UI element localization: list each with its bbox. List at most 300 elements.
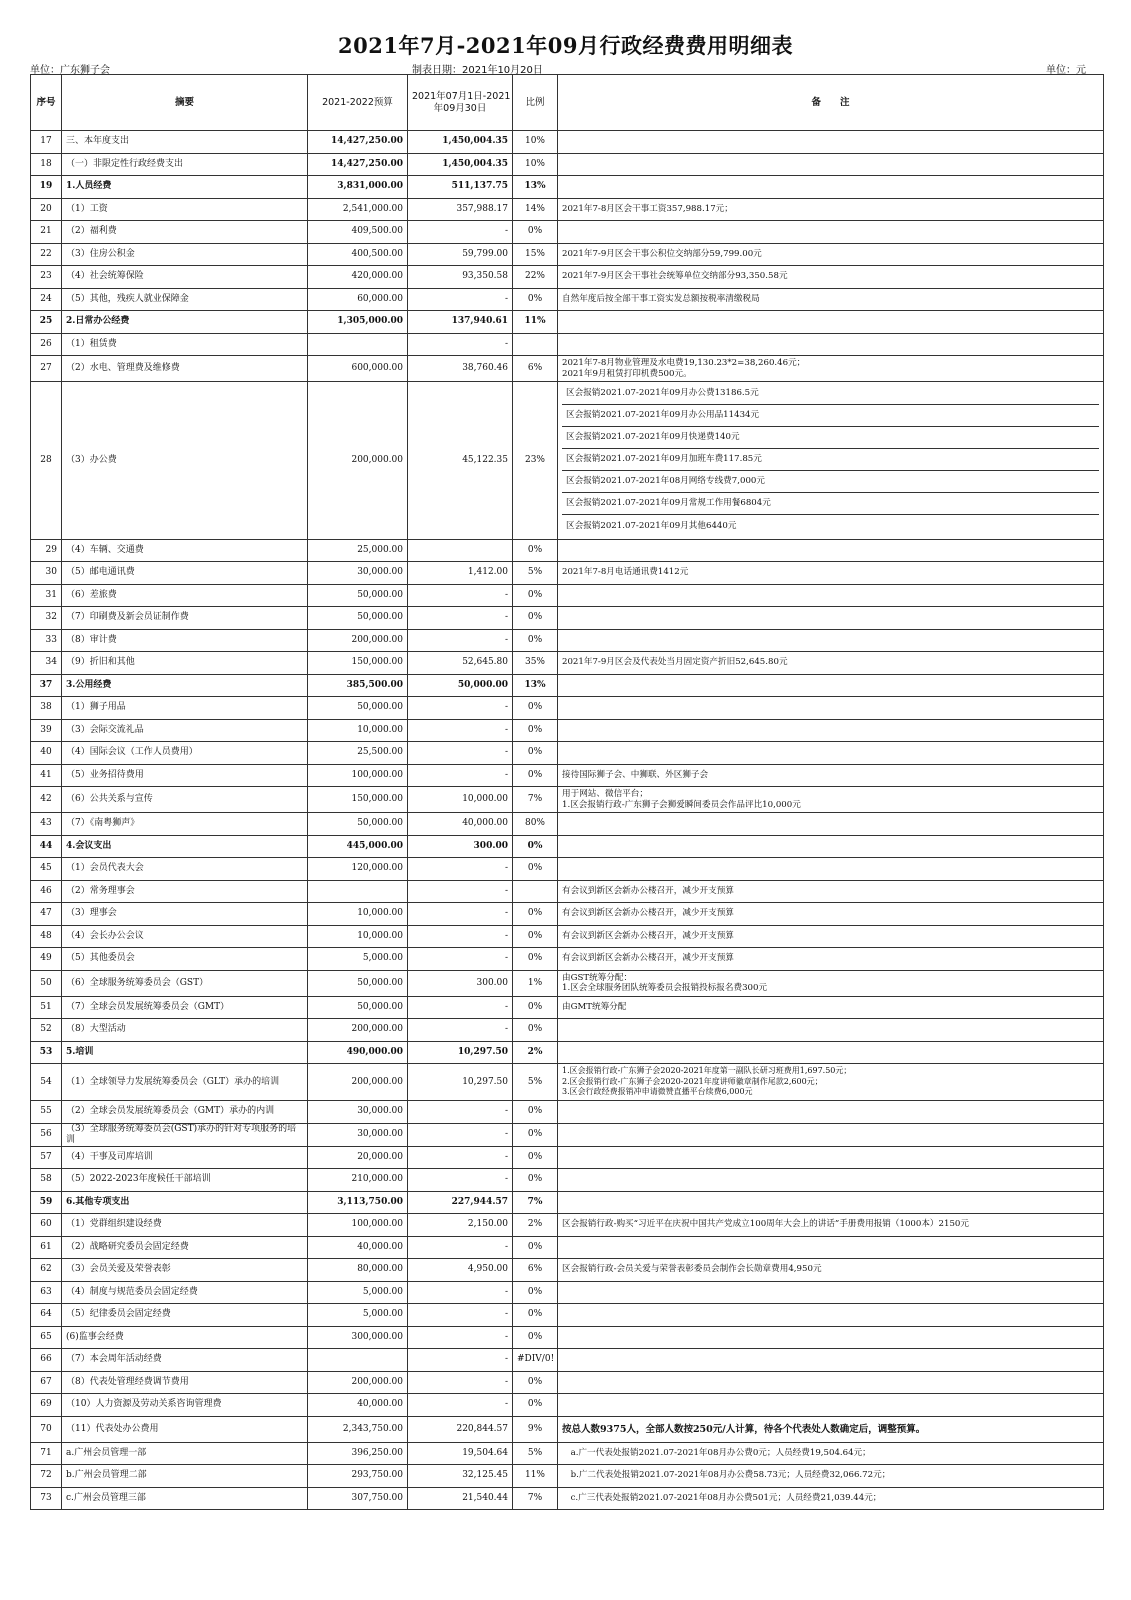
table-row (31, 1442, 1104, 1465)
table-row (31, 996, 1104, 1019)
row-budget: 50,000.00 (308, 970, 408, 996)
row-ratio: 13% (513, 176, 558, 199)
row-ratio: 0% (513, 1394, 558, 1417)
row-ratio: 0% (513, 925, 558, 948)
table-row (31, 176, 1104, 199)
table-row (31, 1371, 1104, 1394)
row-ratio (513, 880, 558, 903)
row-summary: （3）理事会 (62, 903, 308, 926)
row-ratio: 0% (513, 1304, 558, 1327)
row-actual: 93,350.58 (408, 266, 513, 289)
row-summary: （4）社会统筹保险 (62, 266, 308, 289)
row-actual: 1,412.00 (408, 562, 513, 585)
row-note (558, 1101, 1104, 1124)
row-budget: 20,000.00 (308, 1146, 408, 1169)
row-summary: （1）会员代表大会 (62, 858, 308, 881)
row-note: 接待国际狮子会、中狮联、外区狮子会 (558, 764, 1104, 787)
row-summary: （6）公共关系与宣传 (62, 787, 308, 813)
row-budget: 30,000.00 (308, 1101, 408, 1124)
row-note (558, 719, 1104, 742)
row-summary: （3）住房公积金 (62, 243, 308, 266)
row-budget (308, 333, 408, 356)
table-row (31, 858, 1104, 881)
row-note-item: 区会报销2021.07-2021年09月办公用品11434元 (562, 405, 1099, 427)
table-row (31, 787, 1104, 813)
row-actual: - (408, 288, 513, 311)
row-ratio: 0% (513, 1146, 558, 1169)
row-number: 63 (31, 1281, 62, 1304)
row-summary: （4）国际会议（工作人员费用） (62, 742, 308, 765)
row-ratio: #DIV/0! (513, 1349, 558, 1372)
row-actual: - (408, 1169, 513, 1192)
header-row (31, 75, 1104, 131)
row-ratio: 2% (513, 1214, 558, 1237)
table-row (31, 1259, 1104, 1282)
row-ratio: 7% (513, 1487, 558, 1510)
row-budget: 600,000.00 (308, 356, 408, 382)
row-budget: 30,000.00 (308, 1123, 408, 1146)
row-note: 由GMT统筹分配 (558, 996, 1104, 1019)
row-note (558, 1146, 1104, 1169)
row-note (558, 311, 1104, 334)
row-note: 2021年7-9月区会及代表处当月固定资产折旧52,645.80元 (558, 652, 1104, 675)
row-budget: 385,500.00 (308, 674, 408, 697)
row-note (558, 1041, 1104, 1064)
row-budget: 400,500.00 (308, 243, 408, 266)
row-budget (308, 880, 408, 903)
row-budget: 50,000.00 (308, 607, 408, 630)
row-budget: 100,000.00 (308, 1214, 408, 1237)
row-number: 72 (31, 1465, 62, 1488)
row-actual: - (408, 333, 513, 356)
row-number: 25 (31, 311, 62, 334)
row-actual: - (408, 1326, 513, 1349)
row-budget: 14,427,250.00 (308, 153, 408, 176)
row-number: 73 (31, 1487, 62, 1510)
row-summary: （7）《南粤狮声》 (62, 813, 308, 836)
row-ratio: 0% (513, 1326, 558, 1349)
row-ratio: 0% (513, 1236, 558, 1259)
row-summary: （1）全球领导力发展统筹委员会（GLT）承办的培训 (62, 1064, 308, 1101)
row-note (558, 1371, 1104, 1394)
row-note (558, 1019, 1104, 1042)
row-note (558, 153, 1104, 176)
table-row (31, 333, 1104, 356)
row-number: 30 (31, 562, 62, 585)
row-note (558, 176, 1104, 199)
currency-unit: 单位：元 (1046, 65, 1086, 76)
row-number: 49 (31, 948, 62, 971)
table-row (31, 813, 1104, 836)
row-summary: （9）折旧和其他 (62, 652, 308, 675)
row-actual: - (408, 607, 513, 630)
row-summary: （5）纪律委员会固定经费 (62, 1304, 308, 1327)
row-actual: - (408, 903, 513, 926)
row-actual: - (408, 1019, 513, 1042)
row-ratio: 35% (513, 652, 558, 675)
row-number: 23 (31, 266, 62, 289)
row-summary: （8）审计费 (62, 629, 308, 652)
row-note: 自然年度后按全部干事工资实发总额按税率清缴税局 (558, 288, 1104, 311)
row-number: 69 (31, 1394, 62, 1417)
row-ratio: 80% (513, 813, 558, 836)
row-number: 32 (31, 607, 62, 630)
row-actual: - (408, 996, 513, 1019)
row-ratio: 0% (513, 1123, 558, 1146)
row-actual: 357,988.17 (408, 198, 513, 221)
row-summary: （5）业务招待费用 (62, 764, 308, 787)
row-note: 区会报销行政-购买“习近平在庆祝中国共产党成立100周年大会上的讲话”手册费用报销（1000本）2150元 (558, 1214, 1104, 1237)
row-actual: 220,844.57 (408, 1416, 513, 1442)
row-ratio: 11% (513, 1465, 558, 1488)
row-summary: （2）全球会员发展统筹委员会（GMT）承办的内训 (62, 1101, 308, 1124)
row-summary: 三、本年度支出 (62, 131, 308, 154)
row-number: 33 (31, 629, 62, 652)
row-actual: - (408, 719, 513, 742)
row-summary: c.广州会员管理三部 (62, 1487, 308, 1510)
row-actual: 10,297.50 (408, 1041, 513, 1064)
row-actual: - (408, 1101, 513, 1124)
row-number: 59 (31, 1191, 62, 1214)
row-actual: - (408, 764, 513, 787)
row-actual: 1,450,004.35 (408, 153, 513, 176)
row-actual: 52,645.80 (408, 652, 513, 675)
row-budget: 300,000.00 (308, 1326, 408, 1349)
row-summary: 2.日常办公经费 (62, 311, 308, 334)
row-budget: 50,000.00 (308, 584, 408, 607)
table-row (31, 1101, 1104, 1124)
table-row (31, 356, 1104, 382)
row-summary: （11）代表处办公费用 (62, 1416, 308, 1442)
row-budget: 3,113,750.00 (308, 1191, 408, 1214)
table-row (31, 697, 1104, 720)
row-budget: 420,000.00 (308, 266, 408, 289)
row-budget: 120,000.00 (308, 858, 408, 881)
row-ratio: 7% (513, 1191, 558, 1214)
row-actual: 10,297.50 (408, 1064, 513, 1101)
row-note: 有会议到新区会新办公楼召开，减少开支预算 (558, 880, 1104, 903)
row-ratio: 0% (513, 764, 558, 787)
row-ratio: 0% (513, 1169, 558, 1192)
row-budget: 200,000.00 (308, 629, 408, 652)
header-actual-line1: 2021年07月1日-2021 (412, 90, 511, 102)
row-budget: 25,500.00 (308, 742, 408, 765)
table-row (31, 221, 1104, 244)
row-summary: （3）办公费 (62, 382, 308, 540)
header-actual (408, 75, 513, 131)
row-note: 2021年7-8月电话通讯费1412元 (558, 562, 1104, 585)
row-note: 2021年7-9月区会干事公积位交纳部分59,799.00元 (558, 243, 1104, 266)
row-summary: 5.培训 (62, 1041, 308, 1064)
row-number: 56 (31, 1123, 62, 1146)
row-actual: - (408, 1146, 513, 1169)
row-note-item: 区会报销2021.07-2021年09月常规工作用餐6804元 (562, 493, 1099, 515)
row-ratio: 23% (513, 382, 558, 540)
row-number: 61 (31, 1236, 62, 1259)
row-budget: 40,000.00 (308, 1394, 408, 1417)
row-ratio: 22% (513, 266, 558, 289)
row-number: 40 (31, 742, 62, 765)
table-row (31, 925, 1104, 948)
row-number: 64 (31, 1304, 62, 1327)
row-note (558, 813, 1104, 836)
row-ratio: 11% (513, 311, 558, 334)
table-row (31, 382, 1104, 540)
row-budget: 100,000.00 (308, 764, 408, 787)
row-ratio: 0% (513, 607, 558, 630)
row-note (558, 333, 1104, 356)
table-row (31, 970, 1104, 996)
row-note (558, 1349, 1104, 1372)
row-actual: - (408, 858, 513, 881)
row-note (558, 1304, 1104, 1327)
row-ratio: 0% (513, 996, 558, 1019)
row-summary: b.广州会员管理二部 (62, 1465, 308, 1488)
row-budget: 200,000.00 (308, 382, 408, 540)
row-number: 20 (31, 198, 62, 221)
row-note: a.广一代表处报销2021.07-2021年08月办公费0元；人员经费19,504.64元； (558, 1442, 1104, 1465)
table-row (31, 652, 1104, 675)
row-ratio: 5% (513, 1064, 558, 1101)
row-number: 46 (31, 880, 62, 903)
row-note (558, 131, 1104, 154)
row-actual: - (408, 1236, 513, 1259)
row-budget: 30,000.00 (308, 562, 408, 585)
row-summary: （5）其他委员会 (62, 948, 308, 971)
table-row (31, 288, 1104, 311)
table-row (31, 1146, 1104, 1169)
row-ratio (513, 333, 558, 356)
table-row (31, 153, 1104, 176)
row-ratio: 0% (513, 858, 558, 881)
row-ratio: 0% (513, 629, 558, 652)
row-summary: （4）制度与规范委员会固定经费 (62, 1281, 308, 1304)
row-actual: - (408, 1281, 513, 1304)
header-summary: 摘要 (62, 75, 308, 131)
row-actual: 45,122.35 (408, 382, 513, 540)
header-no: 序号 (31, 75, 62, 131)
row-number: 58 (31, 1169, 62, 1192)
row-ratio: 0% (513, 584, 558, 607)
row-ratio: 7% (513, 787, 558, 813)
table-row (31, 266, 1104, 289)
row-number: 38 (31, 697, 62, 720)
row-budget: 10,000.00 (308, 903, 408, 926)
row-actual: 511,137.75 (408, 176, 513, 199)
table-row (31, 1236, 1104, 1259)
row-summary: （1）工资 (62, 198, 308, 221)
row-summary: （3）会际交流礼品 (62, 719, 308, 742)
row-summary: a.广州会员管理一部 (62, 1442, 308, 1465)
row-actual: - (408, 1349, 513, 1372)
row-number: 21 (31, 221, 62, 244)
row-budget: 10,000.00 (308, 925, 408, 948)
row-summary: （4）干事及司库培训 (62, 1146, 308, 1169)
row-actual: 2,150.00 (408, 1214, 513, 1237)
row-number: 62 (31, 1259, 62, 1282)
table-row (31, 948, 1104, 971)
row-actual: - (408, 1371, 513, 1394)
row-summary: （3）全球服务统筹委员会(GST)承办的针对专项服务的培训 (62, 1123, 308, 1146)
row-summary: （7）本会周年活动经费 (62, 1349, 308, 1372)
row-summary: （6）差旅费 (62, 584, 308, 607)
row-number: 53 (31, 1041, 62, 1064)
row-ratio: 15% (513, 243, 558, 266)
row-summary: 4.会议支出 (62, 835, 308, 858)
row-ratio: 0% (513, 742, 558, 765)
row-ratio: 13% (513, 674, 558, 697)
row-budget: 5,000.00 (308, 1304, 408, 1327)
row-actual: 21,540.44 (408, 1487, 513, 1510)
row-number: 44 (31, 835, 62, 858)
row-note (558, 1169, 1104, 1192)
row-summary: 1.人员经费 (62, 176, 308, 199)
row-ratio: 0% (513, 903, 558, 926)
row-budget: 50,000.00 (308, 996, 408, 1019)
row-number: 18 (31, 153, 62, 176)
row-budget: 50,000.00 (308, 813, 408, 836)
row-ratio: 5% (513, 562, 558, 585)
row-ratio: 0% (513, 1019, 558, 1042)
row-actual: - (408, 697, 513, 720)
row-number: 39 (31, 719, 62, 742)
table-row (31, 539, 1104, 562)
row-actual: 38,760.46 (408, 356, 513, 382)
row-budget: 2,343,750.00 (308, 1416, 408, 1442)
row-summary: 6.其他专项支出 (62, 1191, 308, 1214)
table-row (31, 880, 1104, 903)
row-ratio: 0% (513, 719, 558, 742)
row-actual (408, 539, 513, 562)
row-ratio: 6% (513, 356, 558, 382)
row-ratio: 0% (513, 1281, 558, 1304)
row-number: 57 (31, 1146, 62, 1169)
row-summary: （2）水电、管理费及维修费 (62, 356, 308, 382)
row-summary: （2）福利费 (62, 221, 308, 244)
row-note: b.广二代表处报销2021.07-2021年08月办公费58.73元；人员经费32,066.72元； (558, 1465, 1104, 1488)
header-budget: 2021-2022预算 (308, 75, 408, 131)
row-note-item: 区会报销2021.07-2021年09月加班车费117.85元 (562, 449, 1099, 471)
row-budget: 293,750.00 (308, 1465, 408, 1488)
row-ratio: 0% (513, 835, 558, 858)
table-row (31, 1123, 1104, 1146)
table-row (31, 1487, 1104, 1510)
row-note-item: 区会报销2021.07-2021年09月办公费13186.5元 (562, 383, 1099, 405)
row-summary: （3）会员关爱及荣誉表彰 (62, 1259, 308, 1282)
row-number: 41 (31, 764, 62, 787)
row-note: 2021年7-8月物业管理及水电费19,130.23*2=38,260.46元； 2021年9月租赁打印机费500元。 (558, 356, 1104, 382)
row-number: 51 (31, 996, 62, 1019)
page-title: 2021年7月-2021年09月行政经费费用明细表 (338, 33, 793, 58)
row-number: 55 (31, 1101, 62, 1124)
table-row (31, 903, 1104, 926)
row-note (558, 221, 1104, 244)
row-number: 19 (31, 176, 62, 199)
row-ratio: 0% (513, 948, 558, 971)
row-summary: （一）非限定性行政经费支出 (62, 153, 308, 176)
table-row (31, 562, 1104, 585)
row-note (558, 1123, 1104, 1146)
row-budget: 2,541,000.00 (308, 198, 408, 221)
row-actual: - (408, 1304, 513, 1327)
row-actual: 137,940.61 (408, 311, 513, 334)
row-number: 50 (31, 970, 62, 996)
row-budget: 200,000.00 (308, 1019, 408, 1042)
row-budget: 50,000.00 (308, 697, 408, 720)
row-budget: 5,000.00 (308, 1281, 408, 1304)
row-number: 31 (31, 584, 62, 607)
table-row (31, 1064, 1104, 1101)
row-note: 2021年7-9月区会干事社会统筹单位交纳部分93,350.58元 (558, 266, 1104, 289)
row-number: 45 (31, 858, 62, 881)
row-summary: （1）狮子用品 (62, 697, 308, 720)
table-row (31, 1214, 1104, 1237)
row-ratio: 9% (513, 1416, 558, 1442)
row-note: 由GST统筹分配： 1.区会全球服务团队统筹委员会报销投标报名费300元 (558, 970, 1104, 996)
table-body (31, 131, 1104, 1510)
row-budget: 60,000.00 (308, 288, 408, 311)
row-actual: 300.00 (408, 835, 513, 858)
row-actual: 1,450,004.35 (408, 131, 513, 154)
row-number: 66 (31, 1349, 62, 1372)
row-note: 有会议到新区会新办公楼召开，减少开支预算 (558, 948, 1104, 971)
row-budget: 200,000.00 (308, 1371, 408, 1394)
row-actual: 10,000.00 (408, 787, 513, 813)
row-note: 按总人数9375人，全部人数按250元/人计算，待各个代表处人数确定后，调整预算。 (558, 1416, 1104, 1442)
row-summary: （5）2022-2023年度候任干部培训 (62, 1169, 308, 1192)
table-row (31, 198, 1104, 221)
row-budget (308, 1349, 408, 1372)
row-number: 67 (31, 1371, 62, 1394)
table-row (31, 1416, 1104, 1442)
row-note (558, 584, 1104, 607)
row-summary: （5）其他，残疾人就业保障金 (62, 288, 308, 311)
row-note (558, 697, 1104, 720)
table-row (31, 1281, 1104, 1304)
row-note (558, 742, 1104, 765)
row-actual: 50,000.00 (408, 674, 513, 697)
table-row (31, 243, 1104, 266)
table-row (31, 1191, 1104, 1214)
row-summary: (6)监事会经费 (62, 1326, 308, 1349)
expense-table (30, 74, 1104, 1510)
row-budget: 3,831,000.00 (308, 176, 408, 199)
row-summary: （2）战略研究委员会固定经费 (62, 1236, 308, 1259)
row-actual: 59,799.00 (408, 243, 513, 266)
row-budget: 150,000.00 (308, 787, 408, 813)
row-actual: 40,000.00 (408, 813, 513, 836)
made-date: 制表日期：2021年10月20日 (412, 65, 543, 76)
table-row (31, 719, 1104, 742)
row-ratio: 0% (513, 697, 558, 720)
row-note (558, 1236, 1104, 1259)
row-ratio: 0% (513, 1371, 558, 1394)
row-ratio: 6% (513, 1259, 558, 1282)
row-number: 34 (31, 652, 62, 675)
row-number: 29 (31, 539, 62, 562)
row-actual: - (408, 742, 513, 765)
row-summary: （4）车辆、交通费 (62, 539, 308, 562)
row-number: 65 (31, 1326, 62, 1349)
row-budget: 5,000.00 (308, 948, 408, 971)
row-number: 71 (31, 1442, 62, 1465)
row-actual: 19,504.64 (408, 1442, 513, 1465)
row-actual: 227,944.57 (408, 1191, 513, 1214)
row-budget: 396,250.00 (308, 1442, 408, 1465)
row-number: 70 (31, 1416, 62, 1442)
row-budget: 150,000.00 (308, 652, 408, 675)
row-note (558, 835, 1104, 858)
